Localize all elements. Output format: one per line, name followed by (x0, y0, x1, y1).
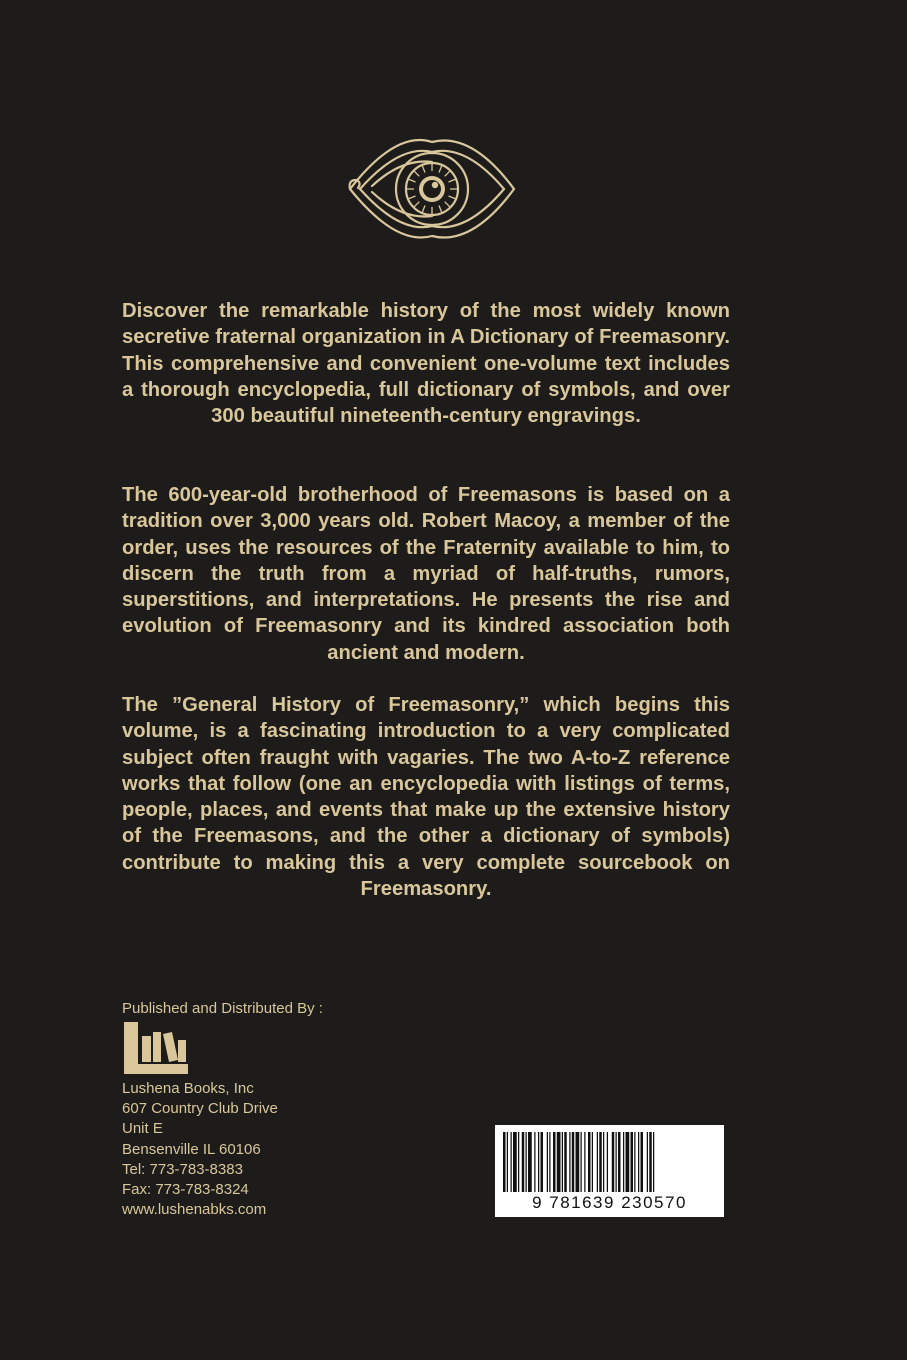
barcode-bar (634, 1132, 635, 1192)
barcode-bar (641, 1132, 644, 1192)
barcode-bar (626, 1132, 630, 1192)
barcode-bar (638, 1132, 639, 1192)
barcode-bar (572, 1132, 575, 1192)
isbn-barcode (495, 1125, 724, 1217)
barcode-bar (581, 1132, 582, 1192)
barcode-bar (513, 1132, 517, 1192)
publisher-label: Published and Distributed By : (122, 1000, 323, 1017)
barcode-bar (597, 1132, 598, 1192)
publisher-fax: Fax: 773-783-8324 (122, 1181, 249, 1199)
publisher-phone: Tel: 773-783-8383 (122, 1160, 243, 1178)
barcode-bar (553, 1132, 556, 1192)
barcode-bar (576, 1132, 580, 1192)
barcode-bar (649, 1132, 652, 1192)
barcode-bar (557, 1132, 561, 1192)
publisher-address-line-1: 607 Country Club Drive (122, 1100, 278, 1118)
barcode-bar (562, 1132, 563, 1192)
barcode-bar (631, 1132, 634, 1192)
barcode-bar (647, 1132, 648, 1192)
publisher-address-line-2: Unit E (122, 1120, 163, 1138)
barcode-bar (653, 1132, 654, 1192)
barcode-bar (526, 1132, 527, 1192)
barcode-bar (616, 1132, 617, 1192)
description-paragraph-1: Discover the remarkable history of the most widely known secretive fraternal organization in A Dictionary of Freemasonry. This comprehensive and convenient one-volume text includes a thorough encyclopedia, full dictionary of symbols, and over 300 beautiful nineteenth-century engravings. (122, 300, 730, 428)
barcode-bar (603, 1132, 604, 1192)
publisher-city: Bensenville IL 60106 (122, 1140, 261, 1158)
barcode-bar (547, 1132, 548, 1192)
barcode-bar (518, 1132, 519, 1192)
barcode-bar (618, 1132, 621, 1192)
barcode-bar (507, 1132, 508, 1192)
barcode-bar (612, 1132, 615, 1192)
barcode-bar (522, 1132, 525, 1192)
eye-icon (346, 136, 518, 242)
barcode-bar (623, 1132, 624, 1192)
description-paragraph-2: The 600-year-old brotherhood of Freemasons is based on a tradition over 3,000 years old. Robert Macoy, a member of the order, uses the resources of the Fraternity available to him, to discern the truth from a myriad of half-truths, rumors, superstitions, and interpretations. He presents the rise and evolution of Freemasonry and its kindred association both ancient and modern. (122, 484, 730, 664)
publisher-name: Lushena Books, Inc (122, 1080, 254, 1097)
lushena-logo (122, 1020, 190, 1076)
barcode-bar (584, 1132, 585, 1192)
publisher-website[interactable]: www.lushenabks.com (122, 1201, 267, 1219)
barcode-bar (541, 1132, 544, 1192)
publisher-info (122, 1079, 278, 1220)
barcode-bar (528, 1132, 532, 1192)
barcode-bar (564, 1132, 567, 1192)
barcode-bar (599, 1132, 602, 1192)
barcode-bar (538, 1132, 539, 1192)
barcode-bar (592, 1132, 593, 1192)
barcode-bar (534, 1132, 535, 1192)
barcode-bar (511, 1132, 512, 1192)
barcode-bar (549, 1132, 550, 1192)
barcode-bar (607, 1132, 608, 1192)
barcode-bar (503, 1132, 506, 1192)
isbn-number: 9 781639 230570 (532, 1193, 687, 1212)
barcode-bar (569, 1132, 570, 1192)
description-paragraph-3: The ”General History of Freemasonry,” which begins this volume, is a fascinating introduction to a very complicated subject often fraught with vagaries. The two A-to-Z reference works that follow (one an encyclopedia with listings of terms, people, places, and events that make up the extensive history of the Freemasons, and the other a dictionary of symbols) contribute to making this a very complete sourcebook on Freemasonry. (122, 694, 730, 901)
barcode-bar (588, 1132, 591, 1192)
